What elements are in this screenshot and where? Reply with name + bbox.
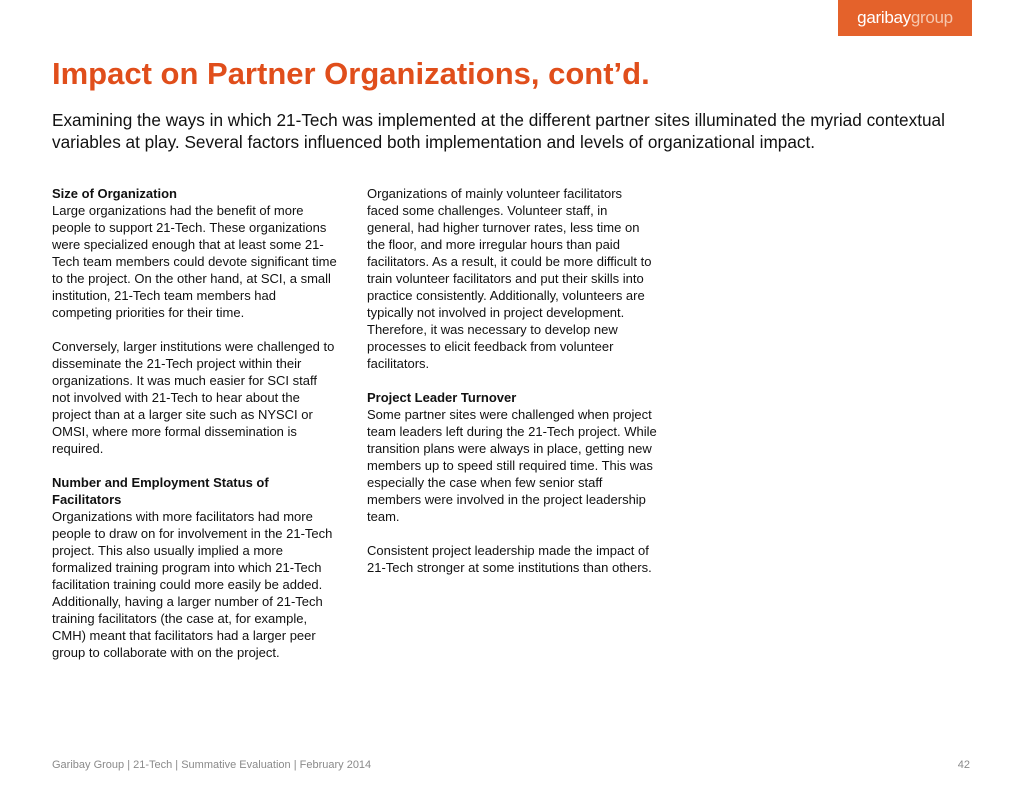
size-paragraph-2: Conversely, larger institutions were challenged to disseminate the 21-Tech project within their organizations. It was much easier for SCI staff not involved with 21-Tech to hear about the project than at a larger site such as NYSCI or OMSI, where more formal dissemination is required. <box>52 339 335 456</box>
page-number: 42 <box>957 759 970 771</box>
intro-paragraph: Examining the ways in which 21-Tech was implemented at the different partner sites illuminated the myriad contextual variables at play. Several factors influenced both implementation and levels of organizational impact. <box>52 110 945 152</box>
facilitators-section <box>52 474 337 661</box>
logo-text-group: group <box>910 8 953 27</box>
logo-text-garibay: garibay <box>857 8 911 27</box>
size-paragraph-1: Large organizations had the benefit of more people to support 21-Tech. These organizations were specialized enough that at least some 21-Tech team members could devote significant time to the project. On the other hand, at SCI, a small institution, 21-Tech team members had competing priorities for their time. <box>52 203 337 320</box>
size-heading: Size of Organization <box>52 186 177 201</box>
left-column <box>52 185 337 678</box>
turnover-section <box>367 389 657 525</box>
turnover-paragraph-1: Some partner sites were challenged when project team leaders left during the 21-Tech project. While transition plans were always in place, getting new members up to speed still required time. This was especially the case when few senior staff members were involved in the project leadership team. <box>367 407 657 524</box>
volunteer-paragraph: Organizations of mainly volunteer facilitators faced some challenges. Volunteer staff, in general, had higher turnover rates, less time on the floor, and more irregular hours than paid facilitators. As a result, it could be more difficult to train volunteer facilitators and put their skills into practice consistently. Additionally, volunteers are typically not involved in project development. Therefore, it was necessary to develop new processes to elicit feedback from volunteer facilitators. <box>367 186 652 371</box>
facilitators-paragraph-1: Organizations with more facilitators had more people to draw on for involvement in the 21-Tech project. This also usually implied a more formalized training program into which 21-Tech facilitation training could more easily be added. Additionally, having a larger number of 21-Tech training facilitators (the case at, for example, CMH) meant that facilitators had a larger peer group to collaborate with on the project. <box>52 509 333 660</box>
turnover-paragraph-2: Consistent project leadership made the impact of 21-Tech stronger at some institutions than others. <box>367 543 652 575</box>
footer-text: Garibay Group | 21-Tech | Summative Evaluation | February 2014 <box>52 759 372 771</box>
page-title: Impact on Partner Organizations, cont’d. <box>52 56 650 91</box>
size-section <box>52 185 337 321</box>
facilitators-heading: Number and Employment Status of Facilitators <box>52 475 269 507</box>
turnover-heading: Project Leader Turnover <box>367 390 517 405</box>
right-column <box>367 185 657 593</box>
garibay-group-logo <box>838 0 972 36</box>
